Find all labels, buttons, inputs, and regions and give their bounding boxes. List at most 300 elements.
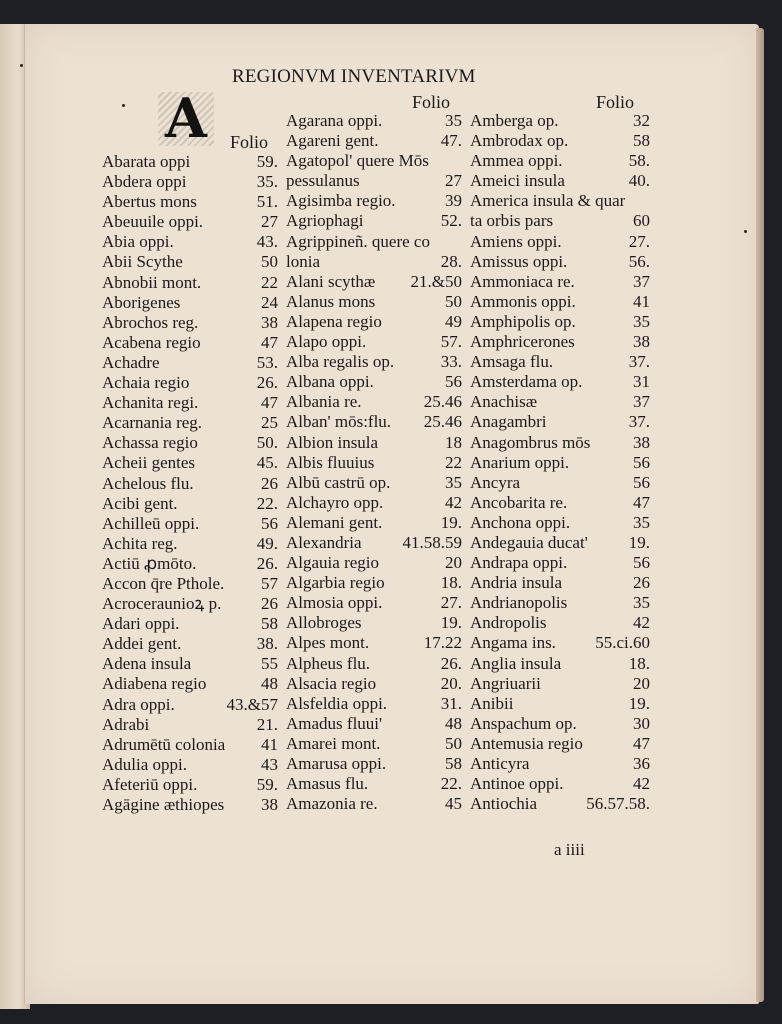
entry-name: Anibii xyxy=(470,693,514,713)
index-column-2 xyxy=(286,111,462,814)
index-entry xyxy=(102,755,278,775)
entry-name: Abeuuile oppi. xyxy=(102,212,204,232)
entry-name: Andegauia ducat' xyxy=(470,532,588,552)
entry-folio: 18. xyxy=(440,573,462,593)
entry-folio: 41 xyxy=(261,734,278,754)
entry-name: Anagombrus mōs xyxy=(470,432,591,452)
entry-name: Amiens oppi. xyxy=(470,231,562,251)
entry-name: Alexandria xyxy=(286,532,362,552)
entry-name: Achita reg. xyxy=(102,533,178,553)
entry-folio: 26. xyxy=(440,653,462,673)
entry-folio: 50 xyxy=(445,291,462,311)
entry-name: Anspachum op. xyxy=(470,713,577,733)
index-entry xyxy=(102,494,278,514)
index-column-1 xyxy=(102,152,278,815)
index-entry xyxy=(470,332,650,352)
entry-name: Amasus flu. xyxy=(286,774,369,794)
entry-folio: 17.22 xyxy=(423,633,462,653)
entry-folio: 48 xyxy=(261,674,278,694)
index-entry xyxy=(470,292,650,312)
entry-name: Abnobii mont. xyxy=(102,272,202,292)
drop-cap-initial: A xyxy=(158,92,214,146)
entry-name: Alanus mons xyxy=(286,291,376,311)
entry-folio: 18 xyxy=(445,432,462,452)
entry-name: Alemani gent. xyxy=(286,512,383,532)
entry-name: ta orbis pars xyxy=(470,211,554,231)
entry-name: Amphipolis op. xyxy=(470,311,576,331)
index-entry xyxy=(470,553,650,573)
entry-folio: 31 xyxy=(633,372,650,392)
entry-name: Albana oppi. xyxy=(286,372,374,392)
index-entry xyxy=(286,131,462,151)
entry-name: Achanita regi. xyxy=(102,393,199,413)
entry-folio: 59. xyxy=(256,152,278,171)
entry-name: Amissus oppi. xyxy=(470,251,568,271)
index-entry xyxy=(286,714,462,734)
entry-folio: 58 xyxy=(445,754,462,773)
index-entry xyxy=(470,372,650,392)
entry-name: Amazonia re. xyxy=(286,794,378,814)
index-entry xyxy=(470,252,650,272)
index-entry xyxy=(102,172,278,192)
index-entry xyxy=(470,734,650,754)
index-entry xyxy=(102,735,278,755)
index-entry xyxy=(470,774,650,794)
entry-name: Andrianopolis xyxy=(470,593,568,613)
index-entry xyxy=(470,412,650,432)
index-entry xyxy=(286,433,462,453)
entry-folio: 58 xyxy=(633,131,650,151)
index-entry xyxy=(102,333,278,353)
entry-name: Agisimba regio. xyxy=(286,191,396,211)
entry-folio: 50 xyxy=(445,733,462,753)
entry-folio: 20 xyxy=(633,673,650,693)
entry-folio: 51. xyxy=(256,192,278,212)
entry-name: Albū castrū op. xyxy=(286,472,391,492)
entry-folio: 37 xyxy=(633,271,650,291)
entry-folio: 37 xyxy=(633,392,650,412)
index-entry xyxy=(470,654,650,674)
entry-name: Adrabi xyxy=(102,714,150,734)
entry-folio: 39 xyxy=(445,191,462,211)
entry-name: lonia xyxy=(286,251,320,271)
entry-folio: 43 xyxy=(261,754,278,774)
entry-folio: 27. xyxy=(628,231,650,251)
index-entry xyxy=(286,694,462,714)
entry-folio: 22. xyxy=(256,493,278,513)
entry-folio: 58. xyxy=(628,151,650,171)
entry-name: Anchona oppi. xyxy=(470,512,571,532)
index-entry xyxy=(286,412,462,432)
entry-name: Adena insula xyxy=(102,654,192,674)
index-entry xyxy=(470,272,650,292)
entry-name: Alpheus flu. xyxy=(286,653,371,673)
entry-name: Anarium oppi. xyxy=(470,452,570,472)
entry-name: Aborigenes xyxy=(102,292,181,312)
entry-name: Afeteriū oppi. xyxy=(102,774,198,794)
index-entry xyxy=(286,573,462,593)
index-entry xyxy=(102,514,278,534)
entry-name: Agareni gent. xyxy=(286,131,379,151)
entry-name: Addei gent. xyxy=(102,634,182,654)
index-entry xyxy=(286,151,462,171)
entry-name: Alani scythæ xyxy=(286,271,376,291)
entry-name: Amarusa oppi. xyxy=(286,754,387,773)
entry-name: Adari oppi. xyxy=(102,614,180,634)
index-entry xyxy=(286,654,462,674)
entry-name: Amberga op. xyxy=(470,111,559,130)
entry-name: Achadre xyxy=(102,352,160,372)
entry-name: Acarnania reg. xyxy=(102,413,203,433)
entry-name: Agriophagi xyxy=(286,211,364,231)
entry-name: Agarana oppi. xyxy=(286,111,383,130)
entry-folio: 22 xyxy=(445,452,462,472)
index-entry xyxy=(470,513,650,533)
entry-folio: 47. xyxy=(440,131,462,151)
index-entry xyxy=(470,674,650,694)
index-entry xyxy=(470,794,650,814)
entry-name: Anagambri xyxy=(470,412,547,432)
entry-folio: 22. xyxy=(440,774,462,794)
index-entry xyxy=(286,533,462,553)
entry-name: Amsterdama op. xyxy=(470,372,583,392)
index-entry xyxy=(470,191,650,211)
entry-name: Agatopol' quere Mōs xyxy=(286,151,429,171)
index-entry xyxy=(470,633,650,653)
entry-folio: 43.&57 xyxy=(226,694,278,714)
entry-name: Ancyra xyxy=(470,472,521,492)
entry-folio: 50. xyxy=(256,433,278,453)
entry-folio: 41.58.59 xyxy=(402,532,462,552)
page-title: REGIONVM INVENTARIVM xyxy=(232,66,476,87)
entry-folio: 33. xyxy=(440,352,462,372)
entry-folio: 43. xyxy=(256,232,278,252)
index-entry xyxy=(470,453,650,473)
entry-folio: 36 xyxy=(633,754,650,773)
entry-name: Ameici insula xyxy=(470,171,565,191)
entry-folio: 25.46 xyxy=(423,392,462,412)
entry-name: Alapena regio xyxy=(286,311,382,331)
entry-name: Accon q̄re Pthole. xyxy=(102,573,225,593)
entry-folio: 25.46 xyxy=(423,412,462,432)
margin-mark xyxy=(20,64,23,67)
index-column-3 xyxy=(470,111,650,814)
entry-name: Abdera oppi xyxy=(102,172,187,192)
entry-name: Algarbia regio xyxy=(286,573,385,593)
index-entry xyxy=(470,694,650,714)
index-entry xyxy=(286,794,462,814)
entry-name: Ammoniaca re. xyxy=(470,271,575,291)
entry-name: Albis fluuius xyxy=(286,452,375,472)
entry-folio: 22 xyxy=(261,272,278,292)
entry-folio: 37. xyxy=(628,412,650,432)
entry-name: Acroceraunioꝝ p. xyxy=(102,594,222,614)
entry-folio: 50 xyxy=(261,252,278,272)
entry-name: Anglia insula xyxy=(470,653,562,673)
entry-folio: 37. xyxy=(628,352,650,372)
entry-folio: 35 xyxy=(445,111,462,130)
entry-name: Alsfeldia oppi. xyxy=(286,693,388,713)
entry-folio: 19. xyxy=(628,693,650,713)
entry-name: Ancobarita re. xyxy=(470,492,568,512)
entry-name: Abrochos reg. xyxy=(102,312,199,332)
entry-folio: 31. xyxy=(440,693,462,713)
entry-name: Antemusia regio xyxy=(470,733,583,753)
entry-name: Ammea oppi. xyxy=(470,151,563,171)
entry-name: pessulanus xyxy=(286,171,360,191)
entry-folio: 55.ci.60 xyxy=(595,633,650,653)
index-entry xyxy=(286,392,462,412)
index-entry xyxy=(102,574,278,594)
index-entry xyxy=(286,312,462,332)
index-entry xyxy=(470,312,650,332)
entry-folio: 38 xyxy=(261,312,278,332)
entry-name: Antiochia xyxy=(470,794,538,814)
index-entry xyxy=(286,191,462,211)
index-entry xyxy=(102,715,278,735)
entry-folio: 24 xyxy=(261,292,278,312)
entry-folio: 45 xyxy=(445,794,462,814)
entry-name: Acheii gentes xyxy=(102,453,195,473)
entry-folio: 59. xyxy=(256,774,278,794)
entry-name: Andria insula xyxy=(470,573,563,593)
index-entry xyxy=(286,613,462,633)
entry-name: Algauia regio xyxy=(286,553,379,573)
entry-name: Ammonis oppi. xyxy=(470,291,576,311)
entry-name: Achelous flu. xyxy=(102,473,194,493)
index-entry xyxy=(102,393,278,413)
signature-mark: a iiii xyxy=(554,840,585,859)
entry-name: Albania re. xyxy=(286,392,362,412)
index-entry xyxy=(286,352,462,372)
index-entry xyxy=(470,593,650,613)
index-entry xyxy=(470,111,650,131)
index-entry xyxy=(470,714,650,734)
index-entry xyxy=(470,151,650,171)
index-entry xyxy=(286,171,462,191)
entry-name: Abarata oppi xyxy=(102,152,191,171)
entry-folio: 26 xyxy=(261,594,278,614)
entry-folio: 60 xyxy=(633,211,650,231)
entry-folio: 42 xyxy=(633,613,650,633)
index-entry xyxy=(470,392,650,412)
entry-folio: 35 xyxy=(633,512,650,532)
entry-name: Almosia oppi. xyxy=(286,593,383,613)
page-edge-shadow xyxy=(756,28,764,1002)
index-entry xyxy=(470,533,650,553)
index-entry xyxy=(102,775,278,795)
entry-folio: 26. xyxy=(256,553,278,573)
index-entry xyxy=(102,474,278,494)
entry-folio: 56 xyxy=(633,452,650,472)
index-entry xyxy=(102,313,278,333)
entry-folio: 32 xyxy=(633,111,650,130)
index-entry xyxy=(102,152,278,172)
entry-folio: 48 xyxy=(445,713,462,733)
entry-folio: 20. xyxy=(440,673,462,693)
entry-folio: 47 xyxy=(261,332,278,352)
index-entry xyxy=(286,111,462,131)
entry-folio: 58 xyxy=(261,614,278,634)
index-entry xyxy=(470,573,650,593)
index-entry xyxy=(102,373,278,393)
index-entry xyxy=(102,413,278,433)
entry-folio: 20 xyxy=(445,553,462,573)
entry-folio: 42 xyxy=(633,774,650,794)
entry-name: Adiabena regio xyxy=(102,674,207,694)
entry-name: Anticyra xyxy=(470,754,530,773)
index-entry xyxy=(286,674,462,694)
entry-folio: 19. xyxy=(628,532,650,552)
index-entry xyxy=(286,754,462,774)
entry-folio: 57 xyxy=(261,573,278,593)
entry-folio: 53. xyxy=(256,352,278,372)
index-entry xyxy=(286,633,462,653)
index-entry xyxy=(286,473,462,493)
entry-folio: 28. xyxy=(440,251,462,271)
entry-folio: 25 xyxy=(261,413,278,433)
index-entry xyxy=(286,372,462,392)
entry-folio: 26 xyxy=(633,573,650,593)
entry-name: Alban' mōs:flu. xyxy=(286,412,392,432)
index-entry xyxy=(102,433,278,453)
entry-folio: 27 xyxy=(445,171,462,191)
index-entry xyxy=(470,754,650,774)
index-entry xyxy=(470,433,650,453)
index-entry xyxy=(102,212,278,232)
entry-folio: 35. xyxy=(256,172,278,192)
entry-folio: 56.57.58. xyxy=(586,794,650,814)
index-entry xyxy=(286,292,462,312)
index-entry xyxy=(102,192,278,212)
index-entry xyxy=(102,594,278,614)
entry-folio: 27 xyxy=(261,212,278,232)
entry-name: Amadus fluui' xyxy=(286,713,383,733)
entry-name: Agrippineñ. quere co xyxy=(286,231,430,251)
entry-name: Alba regalis op. xyxy=(286,352,395,372)
entry-folio: 42 xyxy=(445,492,462,512)
index-entry xyxy=(286,513,462,533)
entry-name: Amsaga flu. xyxy=(470,352,554,372)
entry-name: Amarei mont. xyxy=(286,733,381,753)
entry-folio: 49 xyxy=(445,311,462,331)
index-entry xyxy=(102,252,278,272)
entry-folio: 38 xyxy=(261,795,278,814)
entry-name: Achaia regio xyxy=(102,373,190,393)
entry-folio: 56 xyxy=(633,472,650,492)
index-entry xyxy=(470,211,650,231)
entry-name: Alchayro opp. xyxy=(286,492,384,512)
index-entry xyxy=(102,273,278,293)
index-entry xyxy=(102,614,278,634)
entry-name: Andrapa oppi. xyxy=(470,553,568,573)
entry-name: Actiū ꝓmōto. xyxy=(102,553,197,573)
entry-name: Achassa regio xyxy=(102,433,198,453)
entry-folio: 38 xyxy=(633,332,650,352)
margin-mark xyxy=(122,104,125,107)
entry-folio: 30 xyxy=(633,713,650,733)
entry-folio: 35 xyxy=(633,593,650,613)
entry-name: Alpes mont. xyxy=(286,633,370,653)
index-entry xyxy=(286,734,462,754)
entry-name: Angriuarii xyxy=(470,673,541,693)
index-entry xyxy=(102,353,278,373)
index-entry xyxy=(286,593,462,613)
entry-name: Agāgine æthiopes xyxy=(102,795,225,814)
entry-folio: 49. xyxy=(256,533,278,553)
entry-folio: 38. xyxy=(256,634,278,654)
entry-folio: 35 xyxy=(445,472,462,492)
entry-folio: 41 xyxy=(633,291,650,311)
entry-folio: 47 xyxy=(633,492,650,512)
entry-name: Amphricerones xyxy=(470,332,575,352)
entry-folio: 27. xyxy=(440,593,462,613)
index-entry xyxy=(470,613,650,633)
index-entry xyxy=(102,232,278,252)
entry-folio: 56 xyxy=(261,513,278,533)
entry-folio: 47 xyxy=(261,393,278,413)
entry-folio: 55 xyxy=(261,654,278,674)
entry-name: Abertus mons xyxy=(102,192,197,212)
entry-name: Alsacia regio xyxy=(286,673,377,693)
entry-name: Ambrodax op. xyxy=(470,131,569,151)
index-entry xyxy=(102,795,278,815)
index-entry xyxy=(286,453,462,473)
index-entry xyxy=(286,272,462,292)
index-entry xyxy=(102,554,278,574)
index-entry xyxy=(286,211,462,231)
entry-name: Acabena regio xyxy=(102,332,201,352)
index-entry xyxy=(102,293,278,313)
entry-name: Abii Scythe xyxy=(102,252,183,272)
index-entry xyxy=(470,232,650,252)
entry-folio: 19. xyxy=(440,512,462,532)
entry-folio: 38 xyxy=(633,432,650,452)
entry-name: Adulia oppi. xyxy=(102,754,187,774)
entry-name: Abia oppi. xyxy=(102,232,174,252)
folio-label-col1: Folio xyxy=(230,132,269,152)
entry-name: Angama ins. xyxy=(470,633,556,653)
entry-folio: 45. xyxy=(256,453,278,473)
entry-name: Acibi gent. xyxy=(102,493,178,513)
index-entry xyxy=(470,171,650,191)
entry-folio: 57. xyxy=(440,332,462,352)
entry-name: Antinoe oppi. xyxy=(470,774,564,794)
entry-folio: 52. xyxy=(440,211,462,231)
entry-folio: 35 xyxy=(633,311,650,331)
entry-folio: 40. xyxy=(628,171,650,191)
entry-name: Adra oppi. xyxy=(102,694,175,714)
entry-folio: 18. xyxy=(628,653,650,673)
index-entry xyxy=(470,493,650,513)
folio-label-col2: Folio xyxy=(412,92,451,112)
entry-name: Anachisæ xyxy=(470,392,538,412)
index-entry xyxy=(286,774,462,794)
index-entry xyxy=(470,473,650,493)
entry-name: Adrumētū colonia xyxy=(102,734,226,754)
entry-name: America insula & quar xyxy=(470,191,626,211)
folio-label-col3: Folio xyxy=(596,92,635,112)
index-entry xyxy=(102,695,278,715)
index-entry xyxy=(102,634,278,654)
entry-folio: 47 xyxy=(633,733,650,753)
entry-folio: 21.&50 xyxy=(410,271,462,291)
entry-folio: 21. xyxy=(256,714,278,734)
index-entry xyxy=(286,252,462,272)
entry-name: Achilleū oppi. xyxy=(102,513,200,533)
entry-folio: 56 xyxy=(445,372,462,392)
index-entry xyxy=(286,553,462,573)
